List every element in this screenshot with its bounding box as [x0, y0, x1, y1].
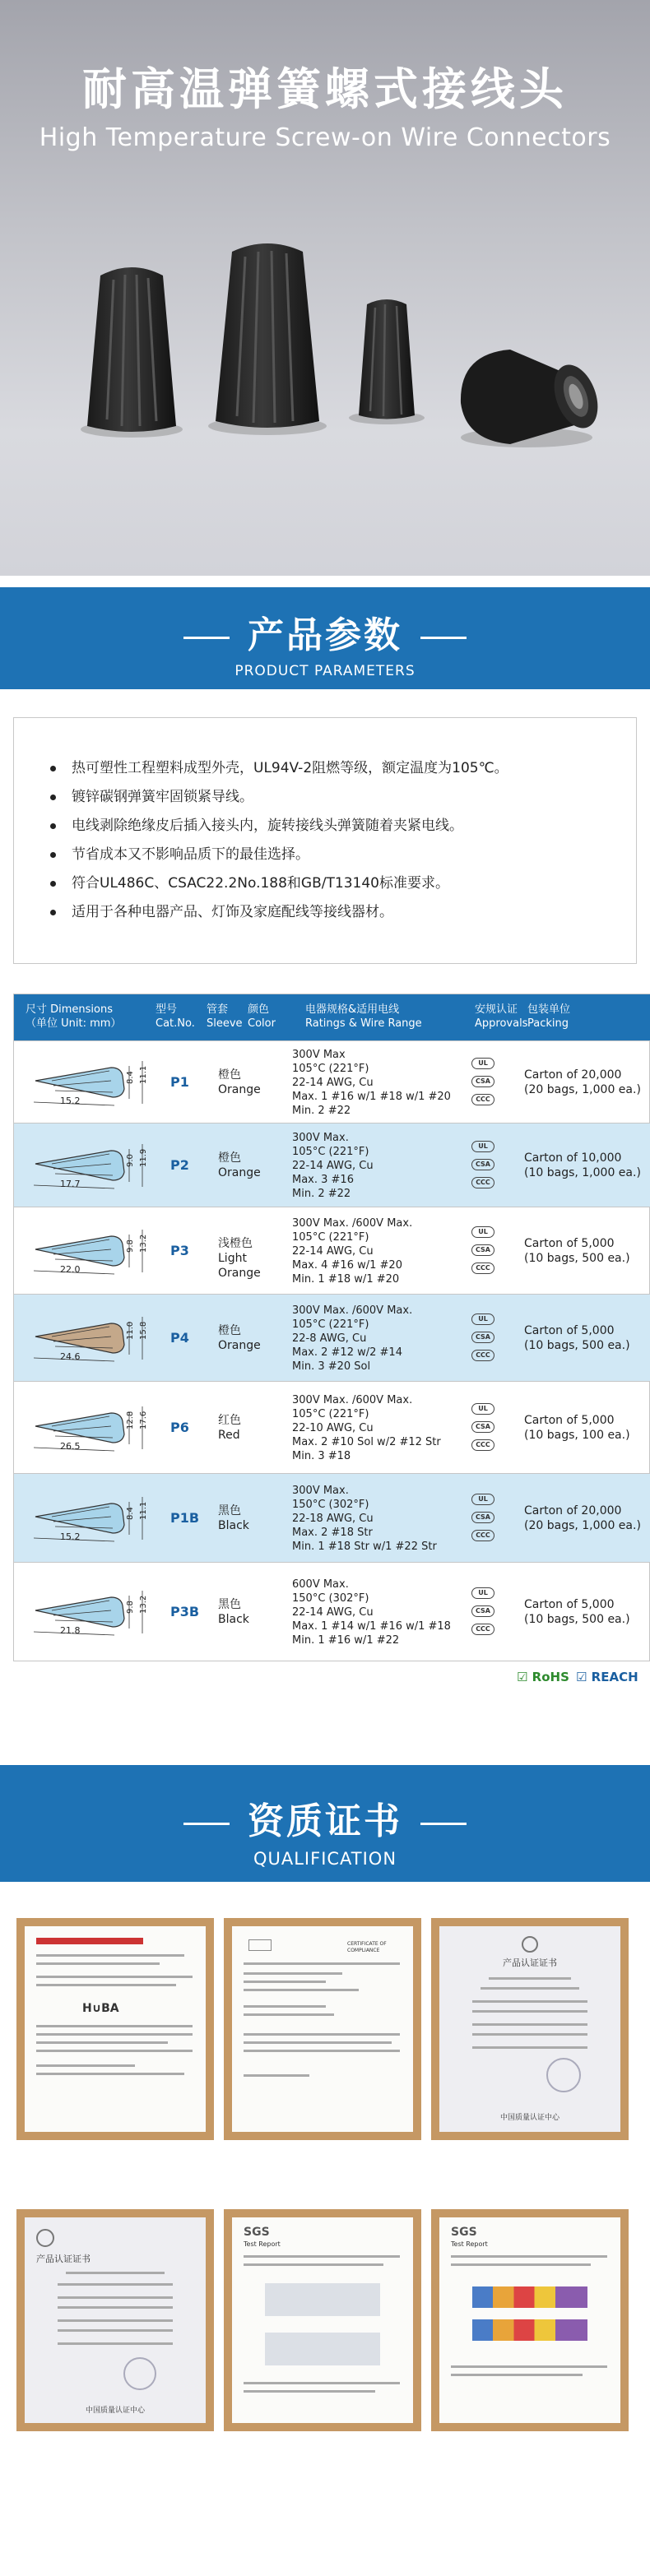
certificate-title: Test Report	[451, 2240, 488, 2248]
spec-lines	[292, 1131, 374, 1201]
feature-item: 热可塑性工程塑料成型外壳，UL94V-2阻燃等级，额定温度为105℃。	[50, 754, 636, 783]
color-cn: 橙色	[218, 1068, 241, 1082]
header-color: 颜色	[248, 1003, 270, 1016]
spec-lines	[292, 1216, 412, 1286]
reach-label: REACH	[591, 1670, 638, 1684]
dim-length: 17.7	[60, 1179, 81, 1189]
certificate-title: 产品认证证书	[36, 2254, 91, 2264]
spec-line: Min. 2 #22	[292, 1187, 351, 1200]
header-spec-en: Ratings & Wire Range	[305, 1017, 422, 1030]
spec-line: Min. 1 #18 Str w/1 #22 Str	[292, 1540, 437, 1553]
sgs-logo: SGS	[451, 2226, 477, 2239]
dim-length: 22.0	[60, 1264, 81, 1275]
header-dim-unit: （单位 Unit: mm）	[26, 1017, 122, 1030]
approval-marks	[471, 1051, 504, 1114]
certificate-image	[16, 2209, 214, 2431]
cat-number: P1B	[170, 1510, 200, 1526]
feature-item: 镀锌碳钢弹簧牢固锁紧导线。	[50, 783, 636, 812]
rohs-label: RoHS	[532, 1670, 569, 1684]
dim-length: 26.5	[60, 1441, 81, 1452]
table-row	[14, 1123, 650, 1207]
feature-item: 适用于各种电器产品、灯饰及家庭配线等接线器材。	[50, 898, 636, 927]
hero-subtitle: High Temperature Screw-on Wire Connectors	[39, 123, 611, 152]
section-params-subtitle: PRODUCT PARAMETERS	[234, 663, 416, 679]
spec-line: 105°C (221°F)	[292, 1407, 369, 1420]
color-label	[218, 1236, 284, 1281]
packing-line: (10 bags, 500 ea.)	[524, 1613, 630, 1626]
packing-line: (10 bags, 500 ea.)	[524, 1252, 630, 1265]
packing-line: (10 bags, 500 ea.)	[524, 1339, 630, 1352]
ccc-mark-icon: CCC	[471, 1263, 494, 1274]
ccc-mark-icon: CCC	[471, 1350, 494, 1361]
spec-line: 150°C (302°F)	[292, 1591, 369, 1605]
spec-line: 300V Max	[292, 1048, 346, 1061]
spec-line: 22-18 AWG, Cu	[292, 1512, 374, 1525]
table-row	[14, 1562, 650, 1661]
spec-line: Min. 3 #20 Sol	[292, 1360, 371, 1373]
dim-inner: 9.8	[126, 1601, 135, 1614]
hero-banner	[0, 0, 650, 576]
packing-line: Carton of 5,000	[524, 1324, 615, 1337]
color-en: Red	[218, 1429, 240, 1442]
section-qual-subtitle: QUALIFICATION	[253, 1849, 397, 1869]
spec-line: 22-8 AWG, Cu	[292, 1332, 367, 1345]
packing-info	[524, 1597, 630, 1627]
spec-line: Max. 4 #16 w/1 #20	[292, 1258, 402, 1272]
packing-info	[524, 1236, 630, 1266]
spec-line: Max. 1 #14 w/1 #16 w/1 #18	[292, 1619, 451, 1633]
dim-inner: 8.4	[126, 1071, 135, 1084]
hero-title: 耐高温弹簧螺式接线头	[82, 63, 568, 115]
connector-dimension-drawing	[19, 1312, 156, 1364]
csa-mark-icon: CSA	[471, 1076, 494, 1087]
ccc-mark-icon: CCC	[471, 1530, 494, 1541]
dim-outer: 11.9	[139, 1148, 148, 1167]
header-spec: 电器规格&适用电线	[305, 1003, 400, 1016]
spec-line: 300V Max. /600V Max.	[292, 1393, 413, 1406]
color-cn: 红色	[218, 1414, 241, 1427]
header-approvals: 安规认证	[475, 1003, 518, 1016]
dim-outer: 13.2	[139, 1595, 148, 1614]
cat-number: P1	[170, 1074, 189, 1090]
packing-info	[524, 1503, 641, 1533]
color-cn: 黑色	[218, 1598, 241, 1611]
table-row	[14, 1473, 650, 1562]
packing-line: Carton of 20,000	[524, 1504, 622, 1517]
dim-length: 24.6	[60, 1351, 81, 1362]
color-label	[218, 1503, 284, 1533]
color-en: Black	[218, 1519, 249, 1532]
packing-line: (10 bags, 1,000 ea.)	[524, 1166, 641, 1179]
ul-mark-icon: UL	[471, 1226, 494, 1238]
spec-line: 105°C (221°F)	[292, 1145, 369, 1158]
spec-line: 105°C (221°F)	[292, 1230, 369, 1244]
approval-marks	[471, 1220, 504, 1282]
csa-mark-icon: CSA	[471, 1421, 494, 1433]
spec-line: Max. 2 #18 Str	[292, 1526, 373, 1539]
csa-mark-icon: CSA	[471, 1332, 494, 1343]
color-en: Light Orange	[218, 1252, 261, 1280]
connector-dimension-drawing	[19, 1225, 156, 1277]
ccc-mark-icon: CCC	[471, 1439, 494, 1451]
dim-outer: 11.1	[139, 1501, 148, 1520]
packing-line: (20 bags, 1,000 ea.)	[524, 1083, 641, 1096]
csa-mark-icon: CSA	[471, 1159, 494, 1170]
color-en: Orange	[218, 1166, 261, 1179]
approval-marks	[471, 1487, 504, 1550]
header-sleeve-en: Sleeve	[207, 1017, 243, 1030]
packing-line: Carton of 5,000	[524, 1237, 615, 1250]
certificate-title: 产品认证证书	[503, 1957, 557, 1968]
dim-outer: 13.2	[139, 1234, 148, 1253]
color-label	[218, 1151, 284, 1180]
spec-lines	[292, 1578, 451, 1647]
dim-length: 15.2	[60, 1096, 81, 1106]
dim-outer: 15.8	[139, 1321, 148, 1340]
packing-line: (10 bags, 100 ea.)	[524, 1429, 630, 1442]
reach-badge: ☑ REACH	[576, 1670, 638, 1684]
certificate-image	[431, 1918, 629, 2140]
color-label	[218, 1323, 284, 1353]
certificate-image	[224, 2209, 421, 2431]
spec-lines	[292, 1393, 441, 1463]
color-label	[218, 1597, 284, 1627]
color-label	[218, 1413, 284, 1443]
packing-line: Carton of 5,000	[524, 1414, 615, 1427]
feature-item: 电线剥除绝缘皮后插入接头内，旋转接线头弹簧随着夹紧电线。	[50, 812, 636, 841]
dim-length: 15.2	[60, 1531, 81, 1542]
rohs-badge: ☑ RoHS	[517, 1670, 569, 1684]
packing-line: Carton of 10,000	[524, 1151, 622, 1165]
table-row	[14, 1207, 650, 1294]
spec-line: 300V Max. /600V Max.	[292, 1216, 413, 1230]
spec-line: 22-14 AWG, Cu	[292, 1076, 374, 1089]
ul-mark-icon: UL	[471, 1313, 494, 1325]
section-params-title: 产品参数	[248, 614, 402, 656]
spec-line: Min. 1 #18 w/1 #20	[292, 1272, 400, 1286]
ul-mark-icon: UL	[471, 1403, 494, 1415]
color-en: Black	[218, 1613, 249, 1626]
certificate-footer: 中国质量认证中心	[85, 2407, 145, 2415]
header-cat: 型号	[156, 1003, 178, 1016]
spec-line: 22-14 AWG, Cu	[292, 1244, 374, 1258]
cat-number: P6	[170, 1420, 189, 1435]
ul-mark-icon: UL	[471, 1494, 494, 1505]
feature-item: 符合UL486C、CSAC22.2No.188和GB/T13140标准要求。	[50, 869, 636, 898]
spec-line: Min. 1 #16 w/1 #22	[292, 1633, 400, 1647]
spec-line: 300V Max.	[292, 1484, 349, 1497]
feature-list-box	[13, 717, 637, 964]
table-row	[14, 1040, 650, 1123]
header-packing: 包装单位	[527, 1003, 571, 1016]
dim-outer: 11.1	[139, 1065, 148, 1084]
packing-info	[524, 1151, 641, 1180]
color-cn: 浅橙色	[218, 1237, 253, 1250]
dim-inner: 12.8	[126, 1411, 135, 1429]
header-packing-en: Packing	[527, 1017, 569, 1030]
section-qual-header	[0, 1765, 650, 1882]
header-sleeve: 管套	[207, 1003, 229, 1016]
cat-number: P3B	[170, 1604, 200, 1619]
header-dim: 尺寸 Dimensions	[26, 1003, 114, 1016]
header-cat-en: Cat.No.	[156, 1017, 195, 1030]
section-qual-title: 资质证书	[248, 1800, 402, 1842]
certificate-image	[431, 2209, 629, 2431]
dim-length: 21.8	[60, 1625, 81, 1636]
approval-marks	[471, 1397, 504, 1459]
ccc-mark-icon: CCC	[471, 1094, 494, 1105]
ul-mark-icon: UL	[471, 1141, 494, 1152]
ul-mark-icon: UL	[471, 1587, 494, 1599]
cat-number: P2	[170, 1157, 189, 1173]
csa-mark-icon: CSA	[471, 1244, 494, 1256]
spec-lines	[292, 1484, 437, 1554]
spec-line: 105°C (221°F)	[292, 1318, 369, 1331]
spec-line: Min. 2 #22	[292, 1104, 351, 1117]
csa-mark-icon: CSA	[471, 1605, 494, 1617]
spec-line: Max. 1 #16 w/1 #18 w/1 #20	[292, 1090, 451, 1103]
ccc-mark-icon: CCC	[471, 1624, 494, 1635]
table-row	[14, 1381, 650, 1473]
spec-lines	[292, 1048, 451, 1118]
feature-item: 节省成本又不影响品质下的最佳选择。	[50, 841, 636, 869]
approval-marks	[471, 1134, 504, 1197]
spec-line: 600V Max.	[292, 1578, 349, 1591]
packing-line: Carton of 20,000	[524, 1068, 622, 1082]
spec-line: 22-14 AWG, Cu	[292, 1605, 374, 1619]
table-header	[14, 994, 650, 1040]
connector-dimension-drawing	[19, 1139, 156, 1192]
certificate-title: Test Report	[244, 2240, 281, 2248]
approval-marks	[471, 1581, 504, 1643]
sgs-logo: SGS	[244, 2226, 270, 2239]
certificate-image	[224, 1918, 421, 2140]
certificate-footer: 中国质量认证中心	[499, 2114, 559, 2122]
spec-line: 22-10 AWG, Cu	[292, 1421, 374, 1434]
dim-inner: 9.8	[126, 1239, 135, 1253]
packing-line: (20 bags, 1,000 ea.)	[524, 1519, 641, 1532]
header-color-en: Color	[248, 1017, 276, 1030]
spec-line: Min. 3 #18	[292, 1449, 351, 1462]
color-cn: 橙色	[218, 1324, 241, 1337]
cat-number: P3	[170, 1243, 189, 1258]
spec-line: 150°C (302°F)	[292, 1498, 369, 1511]
spec-line: Max. 2 #10 Sol w/2 #12 Str	[292, 1435, 441, 1448]
spec-line: Max. 3 #16	[292, 1173, 354, 1186]
certificate-image: H∪BA	[16, 1918, 214, 2140]
color-en: Orange	[218, 1339, 261, 1352]
color-en: Orange	[218, 1083, 261, 1096]
packing-info	[524, 1323, 630, 1353]
dim-inner: 8.4	[126, 1507, 135, 1520]
header-approvals-en: Approvals	[475, 1017, 528, 1030]
spec-line: 300V Max.	[292, 1131, 349, 1144]
cat-number: P4	[170, 1330, 189, 1346]
dim-inner: 9.0	[126, 1154, 135, 1167]
spec-line: 105°C (221°F)	[292, 1062, 369, 1075]
color-cn: 黑色	[218, 1504, 241, 1517]
packing-info	[524, 1068, 641, 1097]
spec-table	[13, 994, 650, 1661]
ul-mark-icon: UL	[471, 1058, 494, 1069]
packing-info	[524, 1413, 630, 1443]
connector-dimension-drawing	[19, 1402, 156, 1454]
dim-inner: 11.0	[126, 1321, 135, 1340]
color-label	[218, 1068, 284, 1097]
section-params-header	[0, 587, 650, 689]
dim-outer: 17.6	[139, 1411, 148, 1429]
product-photo	[0, 206, 650, 576]
connector-dimension-drawing	[19, 1056, 156, 1109]
spec-line: Max. 2 #12 w/2 #14	[292, 1346, 402, 1359]
certificate-title: CERTIFICATE OF COMPLIANCE	[347, 1941, 387, 1953]
spec-line: 22-14 AWG, Cu	[292, 1159, 374, 1172]
csa-mark-icon: CSA	[471, 1512, 494, 1523]
spec-line: 300V Max. /600V Max.	[292, 1304, 413, 1317]
ccc-mark-icon: CCC	[471, 1177, 494, 1188]
connector-dimension-drawing	[19, 1586, 156, 1638]
color-cn: 橙色	[218, 1151, 241, 1165]
table-row	[14, 1294, 650, 1381]
approval-marks	[471, 1307, 504, 1369]
connector-dimension-drawing	[19, 1492, 156, 1545]
spec-lines	[292, 1304, 412, 1374]
packing-line: Carton of 5,000	[524, 1598, 615, 1611]
